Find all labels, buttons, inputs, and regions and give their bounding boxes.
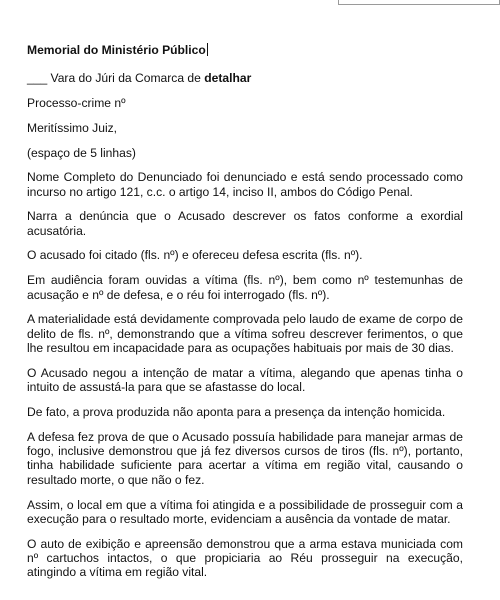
document-body[interactable] [27, 43, 463, 590]
paragraph: Em audiência foram ouvidas a vítima (fls. nº), bem como nº testemunhas de acusação e nº de defesa, e o réu foi interrogado (fls. nº). [27, 273, 463, 302]
paragraph: O Acusado negou a intenção de matar a vítima, alegando que apenas tinha o intuito de assustá-la para que se afastasse do local. [27, 365, 463, 395]
search-box[interactable] [338, 0, 500, 5]
case-number: Processo-crime nº [27, 96, 126, 111]
paragraph: A defesa fez prova de que o Acusado possuía habilidade para manejar armas de fogo, inclusive demonstrou que já fez diversos cursos de tiros (fls. nº), portanto, tinha habilidade suficiente para acertar a vítima em região vital, causando o resultado morte, o que não o fez. [27, 429, 463, 487]
paragraph: Assim, o local em que a vítima foi atingida e a possibilidade de prosseguir com a execução para o resultado morte, evidenciam a ausência da vontade de matar. [27, 497, 463, 526]
paragraph: O auto de exibição e apreensão demonstrou que a arma estava municiada com nº cartuchos intactos, o que propiciaria ao Réu prosseguir na execução, atingindo a vítima em região vital. [27, 536, 463, 580]
text-cursor [207, 43, 208, 56]
court-line-emphasis: detalhar [204, 71, 252, 86]
paragraph: A materialidade está devidamente comprovada pelo laudo de exame de corpo de delito de fls. nº, demonstrando que a vítima sofreu descrever ferimentos, o que lhe resultou em incapacidade para as ocupações habituais por mais de 30 dias. [27, 312, 463, 356]
paragraph: Nome Completo do Denunciado foi denunciado e está sendo processado como incurso no artigo 121, c.c. o artigo 14, inciso II, ambos do Código Penal. [27, 170, 463, 199]
paragraph: De fato, a prova produzida não aponta para a presença da intenção homicida. [27, 404, 446, 419]
paragraph: Narra a denúncia que o Acusado descrever os fatos conforme a exordial acusatória. [27, 209, 463, 238]
court-line-prefix: ___ Vara do Júri da Comarca de [27, 71, 205, 86]
document-title [27, 43, 463, 57]
spacing-note: (espaço de 5 linhas) [27, 145, 136, 160]
court-line [27, 71, 463, 85]
salutation: Meritíssimo Juiz, [27, 120, 118, 135]
document-title-text: Memorial do Ministério Público [27, 43, 206, 57]
paragraph: O acusado foi citado (fls. nº) e ofereceu defesa escrita (fls. nº). [27, 248, 363, 263]
